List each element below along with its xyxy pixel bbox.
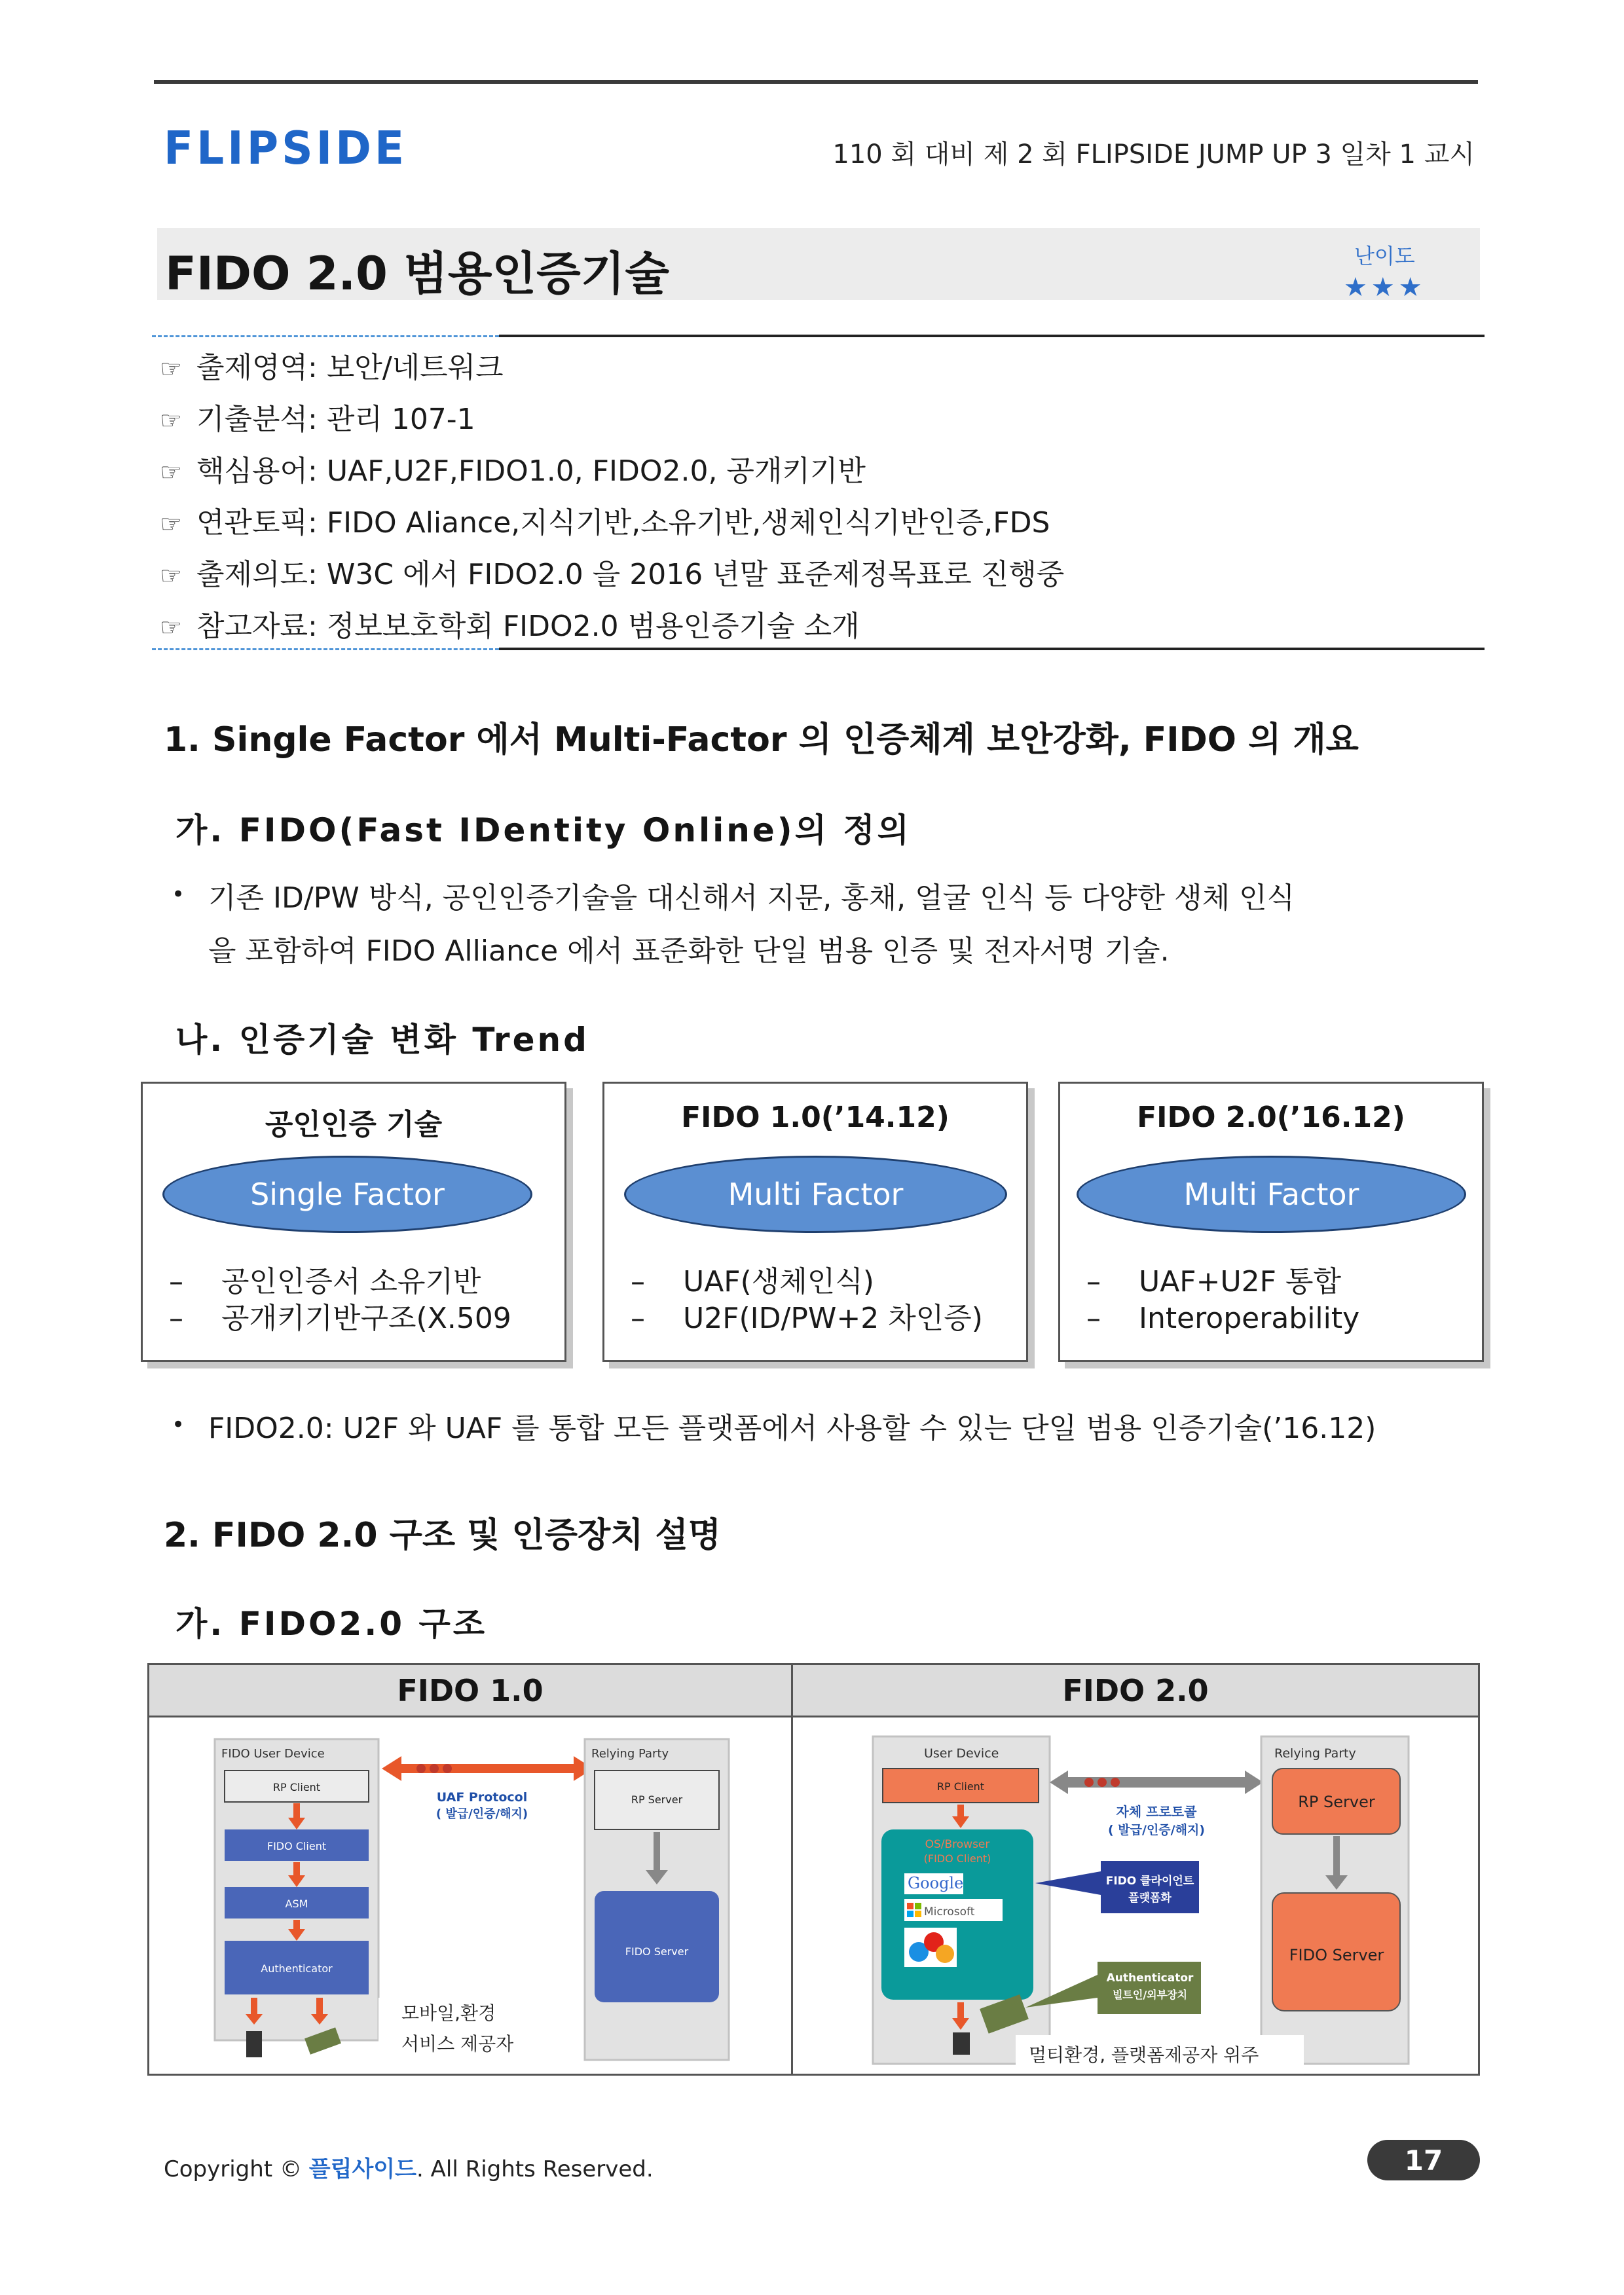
security-key-icon <box>953 2032 970 2055</box>
list-item: – 공인인증서 소유기반 <box>169 1265 481 1298</box>
meta-text: 핵심용어: UAF,U2F,FIDO1.0, FIDO2.0, 공개키기반 <box>196 454 866 488</box>
pointing-hand-icon: ☞ <box>160 561 183 590</box>
rp-server-label: RP Server <box>1298 1793 1375 1811</box>
meta-divider-dashed-top <box>152 335 499 337</box>
meta-text: 기출분석: 관리 107-1 <box>196 403 475 436</box>
meta-line-area <box>160 344 504 386</box>
meta-text: 출제의도: W3C 에서 FIDO2.0 을 2016 년말 표준제정목표로 진행중 <box>196 558 1065 591</box>
multi-factor-oval: Multi Factor <box>624 1156 1007 1233</box>
meta-divider-solid-top <box>499 335 1485 337</box>
dot <box>443 1764 452 1773</box>
trend-box-title: 공인인증 기술 <box>265 1108 443 1141</box>
callout-text: FIDO 클라이언트 <box>1105 1875 1194 1888</box>
authenticator-label: Authenticator <box>261 1962 333 1975</box>
rp-client-label: RP Client <box>936 1780 985 1793</box>
ms-square <box>907 1903 913 1909</box>
dot <box>1111 1778 1120 1787</box>
section2-heading: 2. FIDO 2.0 구조 및 인증장치 설명 <box>164 1516 722 1555</box>
list-item: – Interoperability <box>1086 1302 1360 1335</box>
header-rule <box>154 80 1478 84</box>
copyright-suffix: . All Rights Reserved. <box>416 2156 654 2182</box>
table-header-fido2: FIDO 2.0 <box>793 1665 1478 1717</box>
trend-box-list <box>1086 1264 1359 1337</box>
callout-text: Authenticator <box>1106 1972 1194 1985</box>
section1-heading: 1. Single Factor 에서 Multi-Factor 의 인증체계 보안강화, FIDO 의 개요 <box>164 720 1359 760</box>
microsoft-logo: Microsoft <box>924 1905 975 1919</box>
user-device-label: FIDO User Device <box>221 1747 325 1761</box>
list-item: – 공개키기반구조(X.509 <box>169 1302 511 1335</box>
copyright <box>164 2151 654 2183</box>
uaf-protocol-sublabel: ( 발급/인증/해지) <box>435 1807 528 1821</box>
meta-text: 연관토픽: FIDO Aliance,지식기반,소유기반,생체인식기반인증,FDS <box>196 506 1050 540</box>
caption-mobile: 모바일,환경 <box>401 2002 496 2024</box>
fido2-note: FIDO2.0: U2F 와 UAF 를 통합 모든 플랫폼에서 사용할 수 있는 단일 범용 인증기술(’16.12) <box>208 1412 1376 1445</box>
difficulty-stars: ★★★ <box>1344 272 1426 303</box>
bullet-icon: • <box>172 881 185 908</box>
trend-box-certificate <box>141 1082 566 1362</box>
fido2-diagram <box>793 1719 1480 2076</box>
pointing-hand-icon: ☞ <box>160 458 183 487</box>
single-factor-oval: Single Factor <box>162 1156 532 1233</box>
dot <box>430 1764 439 1773</box>
trend-box-fido2 <box>1058 1082 1484 1362</box>
ms-square <box>915 1911 921 1917</box>
security-key-icon <box>246 2031 262 2057</box>
custom-protocol-label: 자체 프로토콜 <box>1116 1804 1197 1820</box>
dot <box>1098 1778 1107 1787</box>
section2a-heading: 가. FIDO2.0 구조 <box>175 1605 488 1643</box>
ms-square <box>907 1911 913 1917</box>
exam-info: 110 회 대비 제 2 회 FLIPSIDE JUMP UP 3 일차 1 교시 <box>832 139 1475 170</box>
section1a-heading: 가. FIDO(Fast IDentity Online)의 정의 <box>175 811 912 849</box>
multi-factor-oval: Multi Factor <box>1077 1156 1466 1233</box>
copyright-brand: 플립사이드 <box>308 2156 416 2182</box>
custom-protocol-arrow <box>1050 1771 1263 1794</box>
trend-box-list <box>631 1264 983 1337</box>
uaf-protocol-arrow <box>382 1756 593 1781</box>
rp-server-label: RP Server <box>631 1793 683 1806</box>
meta-divider-solid-bottom <box>499 648 1485 650</box>
callout-text: 빌트인/외부장치 <box>1112 1989 1188 2001</box>
dot <box>1084 1778 1094 1787</box>
table-header-fido1: FIDO 1.0 <box>149 1665 791 1717</box>
meta-line-analysis <box>160 395 475 437</box>
pointing-hand-icon: ☞ <box>160 509 183 538</box>
section1b-heading: 나. 인증기술 변화 Trend <box>175 1021 589 1059</box>
pointing-hand-icon: ☞ <box>160 354 183 383</box>
caption-service: 서비스 제공자 <box>401 2033 514 2055</box>
fido1-diagram <box>149 1719 791 2076</box>
user-device-label: User Device <box>924 1746 999 1761</box>
uaf-protocol-label: UAF Protocol <box>436 1790 528 1805</box>
difficulty-label: 난이도 <box>1354 244 1415 268</box>
fido-server-label: FIDO Server <box>1289 1946 1384 1964</box>
flipside-logo: FLIPSIDE <box>164 122 408 175</box>
os-browser-label: OS/Browser <box>925 1838 990 1851</box>
trend-box-title: FIDO 2.0(’16.12) <box>1137 1101 1405 1134</box>
bullet-icon: • <box>172 1412 185 1438</box>
fido-client-label: FIDO Client <box>267 1840 327 1852</box>
custom-protocol-sublabel: ( 발급/인증/해지) <box>1108 1823 1205 1837</box>
meta-line-related <box>160 499 1050 541</box>
meta-line-keywords <box>160 447 866 489</box>
meta-text: 참고자료: 정보보호학회 FIDO2.0 범용인증기술 소개 <box>196 610 860 643</box>
trend-box-fido1 <box>602 1082 1028 1362</box>
meta-divider-dashed-bottom <box>152 648 499 650</box>
pointing-hand-icon: ☞ <box>160 613 183 642</box>
list-item: – U2F(ID/PW+2 차인증) <box>631 1302 983 1335</box>
fido-structure-table <box>147 1663 1480 2076</box>
relying-party-label: Relying Party <box>591 1747 669 1761</box>
trend-box-list <box>169 1264 511 1337</box>
ms-square <box>915 1903 921 1909</box>
definition-line1: 기존 ID/PW 방식, 공인인증기술을 대신해서 지문, 홍채, 얼굴 인식 등 다양한 생체 인식 <box>208 881 1295 915</box>
definition-line2: 을 포함하여 FIDO Alliance 에서 표준화한 단일 범용 인증 및 전자서명 기술. <box>208 934 1170 968</box>
google-logo: Google <box>908 1874 964 1892</box>
fido-server-label: FIDO Server <box>625 1945 689 1958</box>
callout-text: 플랫폼화 <box>1128 1892 1172 1905</box>
meta-line-intent <box>160 551 1064 593</box>
page-number: 17 <box>1367 2140 1480 2180</box>
firefox-icon <box>936 1945 954 1963</box>
dot <box>416 1764 426 1773</box>
caption-multi-env: 멀티환경, 플랫폼제공자 위주 <box>1029 2044 1259 2066</box>
trend-box-title: FIDO 1.0(’14.12) <box>681 1101 950 1134</box>
pointing-hand-icon: ☞ <box>160 406 183 435</box>
fido-client-label: (FIDO Client) <box>923 1852 991 1865</box>
copyright-prefix: Copyright © <box>164 2156 302 2182</box>
asm-label: ASM <box>285 1898 308 1910</box>
page-title: FIDO 2.0 범용인증기술 <box>165 247 669 301</box>
meta-line-reference <box>160 602 860 644</box>
authenticator-callout <box>1025 1962 1201 2014</box>
rp-client-label: RP Client <box>272 1781 321 1793</box>
list-item: – UAF(생체인식) <box>631 1265 874 1298</box>
list-item: – UAF+U2F 통합 <box>1086 1265 1341 1298</box>
relying-party-label: Relying Party <box>1274 1746 1356 1761</box>
meta-text: 출제영역: 보안/네트워크 <box>196 351 504 384</box>
